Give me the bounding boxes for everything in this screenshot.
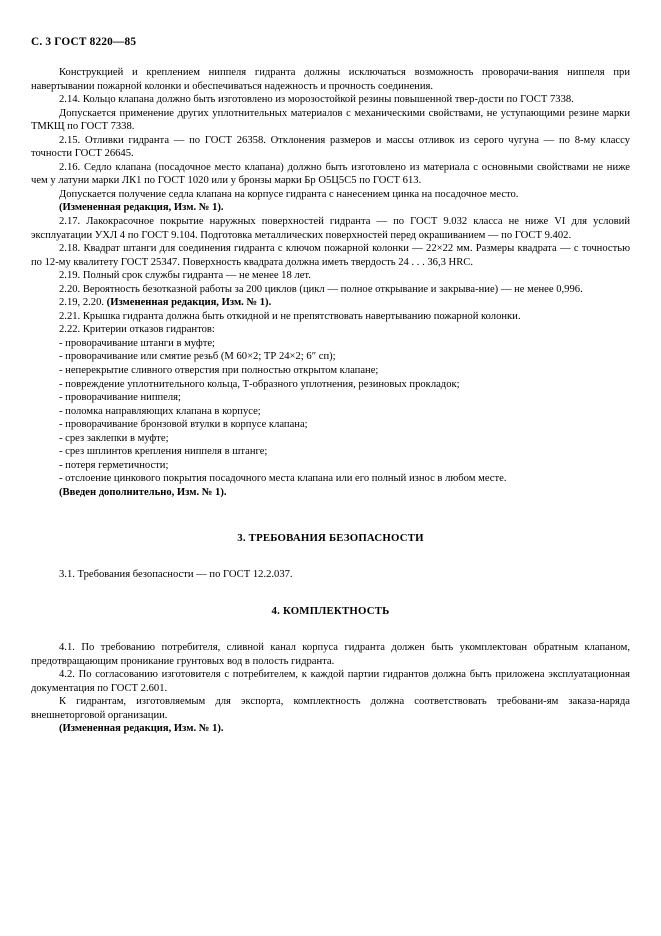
clause-2-14: 2.14. Кольцо клапана должно быть изготовлено из морозостойкой резины повышенной твер-дости по ГОСТ 7338. (59, 94, 574, 106)
list-item: - проворачивание ниппеля; (59, 392, 181, 404)
revision-note-2-bold: (Измененная редакция, Изм. № 1). (106, 297, 272, 309)
spacer (31, 500, 630, 532)
spacer (31, 581, 630, 605)
page-content (31, 36, 630, 736)
clause-2-15: 2.15. Отливки гидранта — по ГОСТ 26358. Отклонения размеров и массы отливок из серого чугуна — по 8-му классу точности ГОСТ 26645. (31, 134, 630, 160)
revision-note-3: (Введен дополнительно, Изм. № 1). (59, 486, 227, 498)
clause-4-2: 4.2. По согласованию изготовителя с потребителем, к каждой партии гидрантов должна быть приложена эксплуатационная документация по ГОСТ 2.601. (31, 669, 630, 694)
page-header: С. 3 ГОСТ 8220—85 (31, 36, 137, 48)
list-item: - проворачивание штанги в муфте; (59, 337, 215, 349)
clause-2-16-note: Допускается получение седла клапана на корпусе гидранта с нанесением цинка на посадочное место. (59, 188, 519, 200)
failure-criteria-list (31, 337, 630, 486)
spacer (31, 544, 630, 568)
list-item: - повреждение уплотнительного кольца, Т-образного уплотнения, резиновых прокладок; (59, 378, 460, 390)
revision-note-2 (31, 296, 630, 310)
spacer (31, 617, 630, 641)
revision-note-2-prefix: 2.19, 2.20. (59, 297, 107, 309)
section-heading-3: 3. ТРЕБОВАНИЯ БЕЗОПАСНОСТИ (237, 531, 424, 544)
clause-2-14-note: Допускается применение других уплотнительных материалов с механическими свойствами, не уступающими резине марки ТМКЩ по ГОСТ 7338. (31, 107, 630, 133)
revision-note-4: (Измененная редакция, Изм. № 1). (59, 723, 224, 735)
list-item: - потеря герметичности; (59, 459, 169, 471)
paragraph-intro: Конструкцией и креплением ниппеля гидранта должны исключаться возможность проворачи-вания ниппеля при навертывании пожарной колонки и обеспечиваться надежность и прочность соединения. (31, 67, 630, 92)
list-item: - срез заклепки в муфте; (59, 432, 169, 444)
clause-2-20: 2.20. Вероятность безотказной работы за 200 циклов (цикл — полное открывание и закрыва-ние) — не менее 0,996. (59, 283, 583, 295)
list-item: - проворачивание или смятие резьб (М 60×2; ТР 24×2; 6″ сп); (59, 351, 336, 363)
clause-4-2-note: К гидрантам, изготовляемым для экспорта, комплектность должна соответствовать требовани-ям заказа-наряда внешнеторговой организации. (31, 696, 630, 721)
list-item: - неперекрытие сливного отверстия при полностью открытом клапане; (59, 365, 379, 377)
list-item: - срез шплинтов крепления ниппеля в штанге; (59, 446, 268, 458)
clause-2-19: 2.19. Полный срок службы гидранта — не менее 18 лет. (59, 270, 311, 282)
clause-3-1: 3.1. Требования безопасности — по ГОСТ 12.2.037. (59, 568, 293, 580)
list-item: - проворачивание бронзовой втулки в корпусе клапана; (59, 419, 308, 431)
clause-2-17: 2.17. Лакокрасочное покрытие наружных поверхностей гидранта — по ГОСТ 9.032 класса не ниже VI для условий эксплуатации УХЛ 4 по ГОСТ 9.104. Подготовка металлических поверхностей перед окрашиванием — по ГОСТ 9.402. (31, 216, 630, 241)
revision-note-1: (Измененная редакция, Изм. № 1). (59, 202, 224, 214)
clause-2-18: 2.18. Квадрат штанги для соединения гидранта с ключом пожарной колонки — 22×22 мм. Размеры квадрата — с точностью по 12-му квалитету ГОСТ 25347. Поверхность квадрата должна иметь твердость 24 . . . 36,3 HRC. (31, 243, 630, 268)
clause-2-21: 2.21. Крышка гидранта должна быть откидной и не препятствовать навертыванию пожарной колонки. (59, 310, 521, 322)
clause-2-16: 2.16. Седло клапана (посадочное место клапана) должно быть изготовлено из материала с основными свойствами не ниже чем у латуни марки ЛК1 по ГОСТ 1020 или у бронзы марки Бр О5Ц5С5 по ГОСТ 613. (31, 161, 630, 187)
clause-4-1: 4.1. По требованию потребителя, сливной канал корпуса гидранта должен быть укомплектован обратным клапаном, предотвращающим проникание грунтовых вод в полость гидранта. (31, 642, 630, 667)
clause-2-22: 2.22. Критерии отказов гидрантов: (59, 324, 215, 336)
list-item: - поломка направляющих клапана в корпусе; (59, 405, 261, 417)
list-item-last: - отслоение цинкового покрытия посадочного места клапана или его полный износ в любом месте. (59, 473, 507, 485)
section-heading-4: 4. КОМПЛЕКТНОСТЬ (271, 605, 390, 618)
